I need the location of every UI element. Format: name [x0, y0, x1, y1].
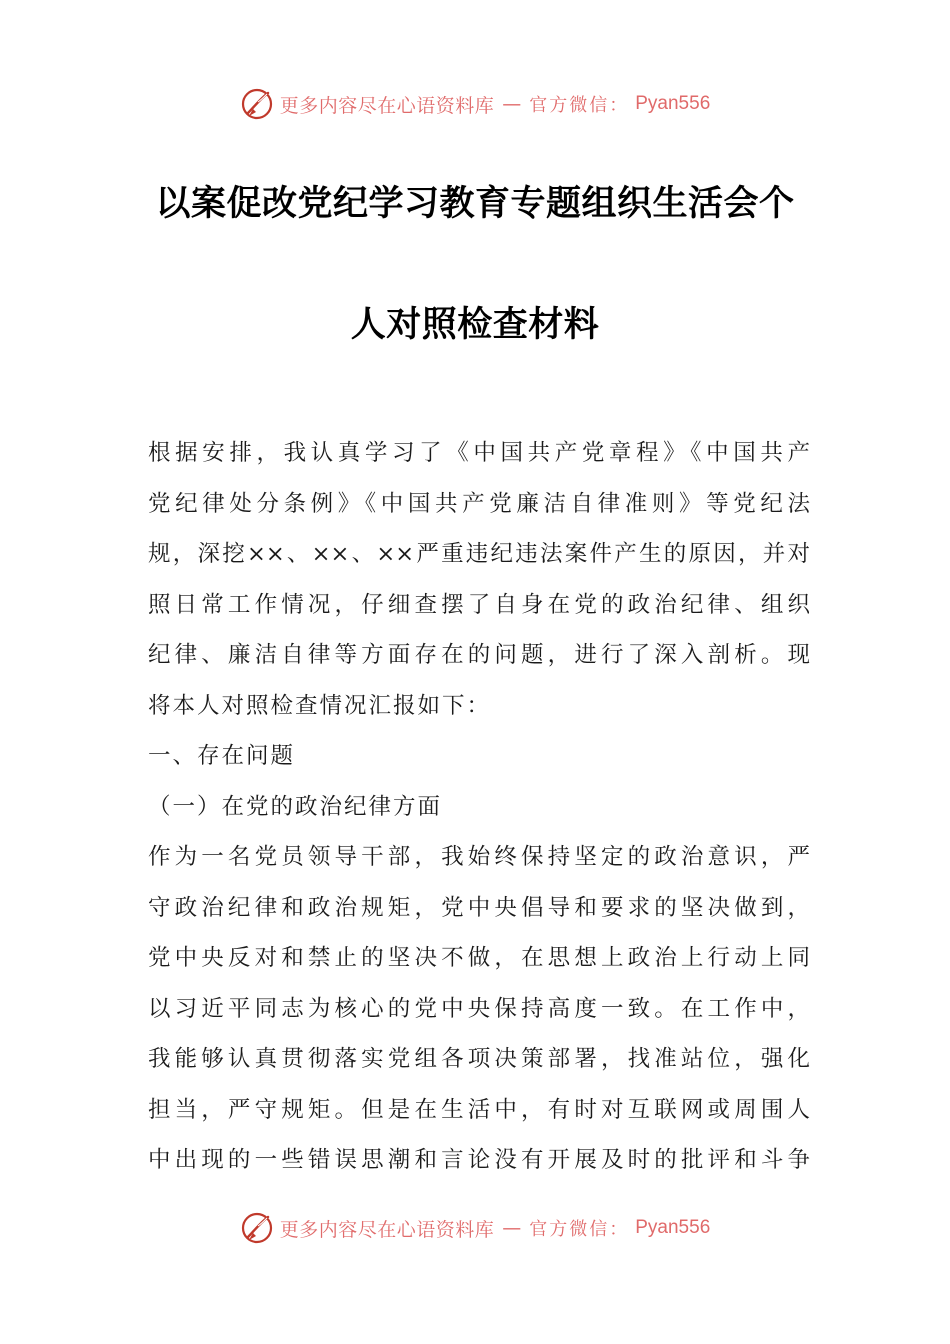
watermark-wechat-label: 官方微信： [529, 95, 630, 116]
body-line: 作为一名党员领导干部，我始终保持坚定的政治意识，严 [148, 844, 810, 870]
quill-pen-logo-icon [240, 87, 274, 121]
body-line: 纪律、廉洁自律等方面存在的问题，进行了深入剖析。现 [148, 642, 810, 668]
body-line: 将本人对照检查情况汇报如下： [148, 692, 492, 719]
watermark-dash: — [502, 93, 522, 115]
document-body [148, 428, 810, 1186]
watermark-dash: — [502, 1217, 522, 1239]
body-line: 以习近平同志为核心的党中央保持高度一致。在工作中， [148, 995, 810, 1022]
document-title-line-1: 以案促改党纪学习教育专题组织生活会个 [155, 184, 795, 224]
body-line: 中出现的一些错误思潮和言论没有开展及时的批评和斗争 [148, 1147, 810, 1173]
body-line: 党中央反对和禁止的坚决不做，在思想上政治上行动上同 [148, 945, 810, 971]
watermark-wechat-id: Pyan556 [635, 93, 711, 114]
body-line: 守政治纪律和政治规矩，党中央倡导和要求的坚决做到， [148, 894, 810, 921]
watermark-site-text: 更多内容尽在心语资料库 [279, 1218, 495, 1241]
document-title-line-2: 人对照检查材料 [350, 305, 600, 345]
watermark-wechat-label: 官方微信： [529, 1219, 630, 1240]
body-line: 担当，严守规矩。但是在生活中，有时对互联网或周围人 [148, 1096, 810, 1123]
quill-pen-logo-icon [240, 1211, 274, 1245]
section-heading: 一、存在问题 [148, 743, 296, 769]
subsection-heading: （一）在党的政治纪律方面 [148, 793, 443, 820]
watermark-site-text: 更多内容尽在心语资料库 [279, 94, 495, 117]
body-line: 我能够认真贯彻落实党组各项决策部署，找准站位，强化 [148, 1046, 810, 1072]
footer-watermark [0, 1208, 950, 1248]
body-line: 党纪律处分条例》《中国共产党廉洁自律准则》等党纪法 [148, 490, 810, 517]
watermark-wechat-id: Pyan556 [635, 1217, 711, 1238]
body-line: 根据安排，我认真学习了《中国共产党章程》《中国共产 [148, 440, 810, 466]
body-line: 照日常工作情况，仔细查摆了自身在党的政治纪律、组织 [148, 591, 810, 618]
body-line: 规，深挖××、××、××严重违纪违法案件产生的原因，并对 [148, 541, 810, 567]
header-watermark [0, 84, 950, 124]
